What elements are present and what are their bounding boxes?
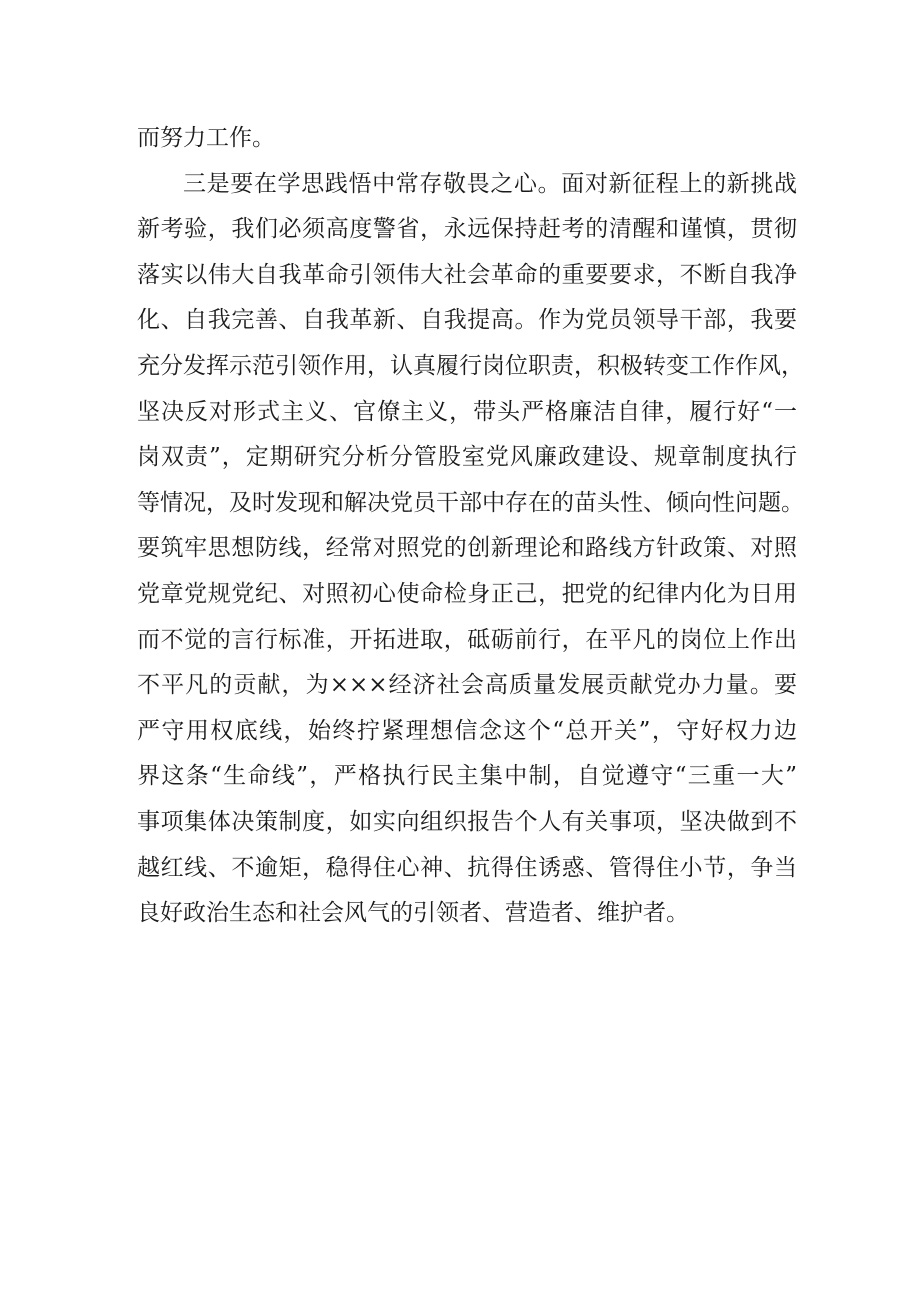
text-line: 事项集体决策制度，如实向组织报告个人有关事项，坚决做到不 bbox=[137, 808, 797, 835]
text-line: 而努力工作。 bbox=[137, 125, 275, 151]
text-line: 落实以伟大自我革命引领伟大社会革命的重要要求，不断自我净 bbox=[137, 261, 797, 288]
text-line: 岗双责”，定期研究分析分管股室党风廉政建设、规章制度执行 bbox=[137, 444, 797, 471]
text-line: 化、自我完善、自我革新、自我提高。作为党员领导干部，我要 bbox=[137, 307, 797, 334]
text-line: 坚决反对形式主义、官僚主义，带头严格廉洁自律，履行好“一 bbox=[137, 398, 797, 425]
text-line: 等情况，及时发现和解决党员干部中存在的苗头性、倾向性问题。 bbox=[137, 489, 804, 516]
text-line: 党章党规党纪、对照初心使命检身正己，把党的纪律内化为日用 bbox=[137, 580, 797, 607]
text-line: 充分发挥示范引领作用，认真履行岗位职责，积极转变工作作风， bbox=[137, 352, 804, 379]
paragraph-continuation bbox=[137, 116, 797, 162]
text-line: 良好政治生态和社会风气的引领者、营造者、维护者。 bbox=[137, 900, 689, 927]
text-line: 而不觉的言行标准，开拓进取，砥砺前行，在平凡的岗位上作出 bbox=[137, 626, 797, 653]
text-line: 不平凡的贡献，为×××经济社会高质量发展贡献党办力量。要 bbox=[137, 672, 797, 699]
text-line: 严守用权底线，始终拧紧理想信念这个“总开关”，守好权力边 bbox=[137, 717, 797, 744]
text-line: 界这条“生命线”，严格执行民主集中制，自觉遵守“三重一大” bbox=[137, 763, 797, 790]
paragraph-three bbox=[137, 162, 804, 937]
text-line: 新考验，我们必须高度警省，永远保持赶考的清醒和谨慎，贯彻 bbox=[137, 216, 797, 243]
text-line: 要筑牢思想防线，经常对照党的创新理论和路线方针政策、对照 bbox=[137, 535, 797, 562]
body-text bbox=[137, 116, 804, 937]
text-line: 三是要在学思践悟中常存敬畏之心。面对新征程上的新挑战 bbox=[183, 170, 797, 197]
text-line: 越红线、不逾矩，稳得住心神、抗得住诱惑、管得住小节，争当 bbox=[137, 854, 797, 881]
